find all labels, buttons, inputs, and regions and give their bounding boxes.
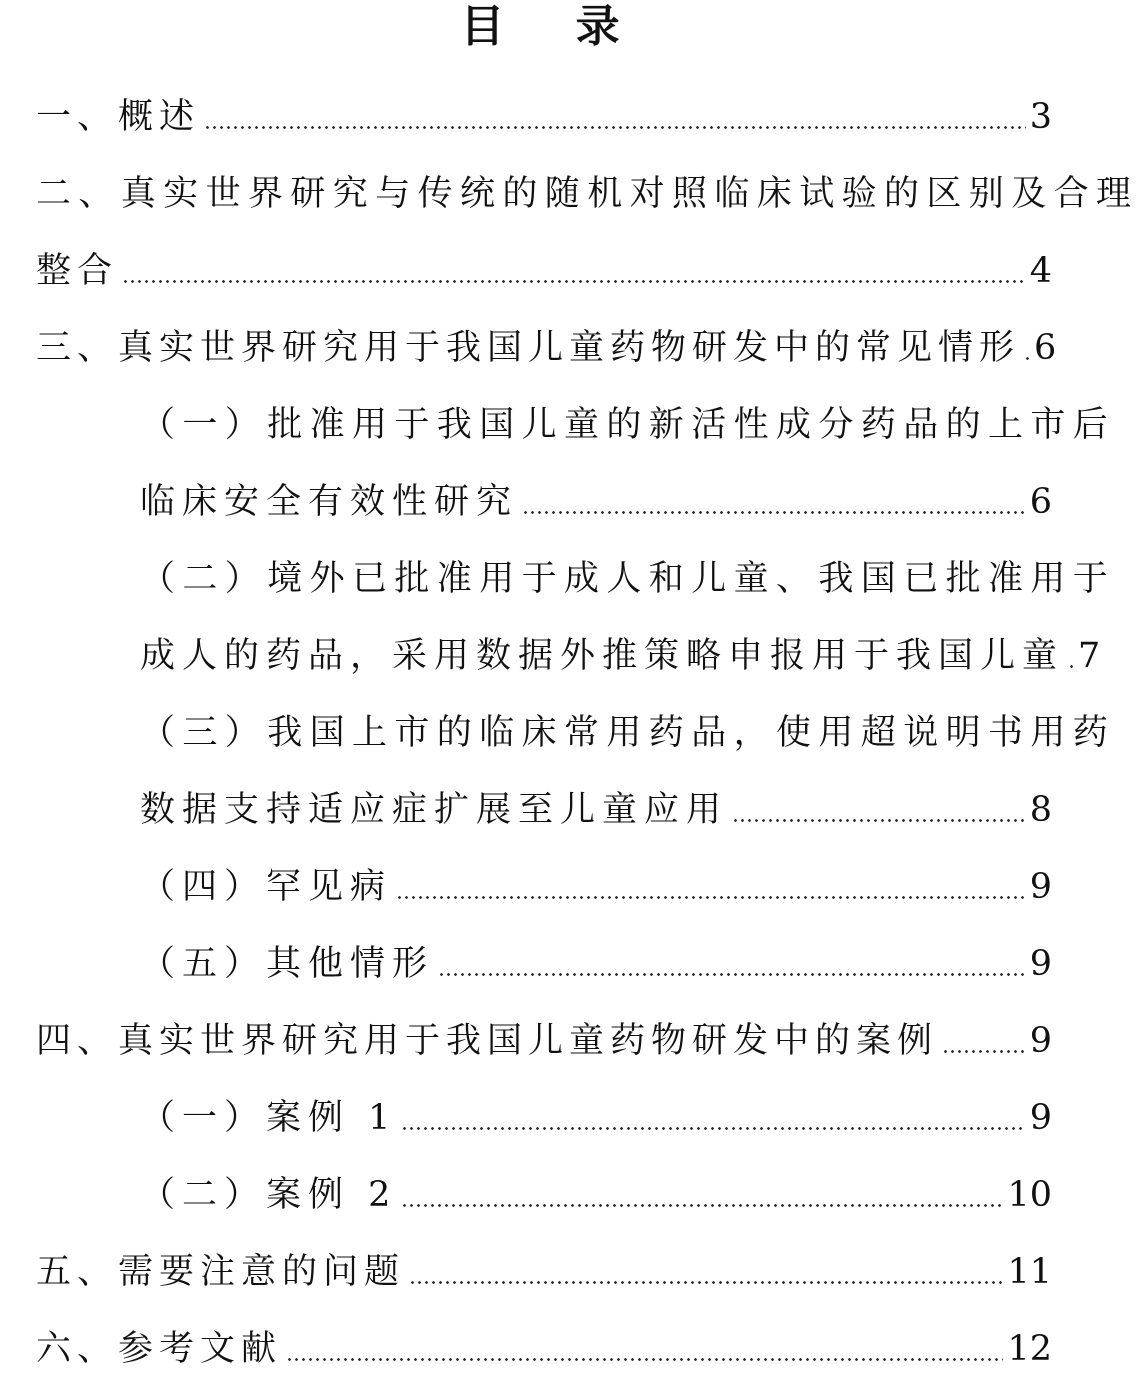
toc-leader-dots [204,126,1026,129]
toc-subentry-continuation[interactable] [0,607,1101,684]
toc-subentry[interactable] [0,1069,1080,1146]
toc-subentry[interactable] [0,684,1116,761]
toc-page-number: 10 [1007,1175,1052,1215]
toc-leader-dots [1024,357,1030,360]
toc-leader-dots [438,973,1026,976]
toc-page-number: 4 [1029,251,1052,291]
toc-page-number: 9 [1029,944,1052,984]
toc-leader-dots [942,1050,1026,1053]
toc-page-number: 12 [1007,1329,1052,1369]
toc-entry-text: 数据支持适应症扩展至儿童应用 [140,790,729,830]
toc-page-number: 7 [1078,636,1101,676]
toc-page-number: 6 [1029,482,1052,522]
toc-subentry-continuation[interactable] [0,453,1080,530]
toc-entry-text: 五、需要注意的问题 [36,1252,406,1292]
toc-entry[interactable] [0,145,1138,222]
toc-entry-text: 临床安全有效性研究 [140,482,519,522]
toc-entry[interactable] [0,68,1080,145]
toc-subentry[interactable] [0,915,1080,992]
toc-leader-dots [401,1127,1025,1130]
toc-entry-text: （一）批准用于我国儿童的新活性成分药品的上市后 [140,405,1116,445]
toc-entry-text: 四、真实世界研究用于我国儿童药物研发中的案例 [36,1021,939,1061]
toc-entry-text: 成人的药品，采用数据外推策略申报用于我国儿童 [140,636,1065,676]
toc-leader-dots [122,280,1026,283]
page-title: 目 录 [460,1,648,52]
toc-page-number: 11 [1007,1252,1052,1292]
toc-entry[interactable] [0,1223,1080,1300]
toc-leader-dots [401,1204,1003,1207]
toc-subentry[interactable] [0,1146,1080,1223]
toc-entry-text: （五）其他情形 [140,944,435,984]
toc-entry-text: 二、真实世界研究与传统的随机对照临床试验的区别及合理 [36,174,1138,214]
toc-entry[interactable] [0,299,1080,376]
toc-entry-text: 六、参考文献 [36,1329,283,1369]
toc-leader-dots [409,1281,1003,1284]
toc-page-number: 8 [1029,790,1052,830]
toc-entry-text: 三、真实世界研究用于我国儿童药物研发中的常见情形 [36,328,1021,368]
toc-page-number: 9 [1029,867,1052,907]
toc-entry-text: 一、概述 [36,97,201,137]
toc-entry-continuation[interactable] [0,222,1080,299]
toc-subentry[interactable] [0,838,1080,915]
toc-subentry-continuation[interactable] [0,761,1080,838]
toc-leader-dots [522,511,1026,514]
toc-subentry[interactable] [0,530,1116,607]
toc-entry[interactable] [0,1300,1080,1377]
toc-entry-text: 整合 [36,251,119,291]
toc-entry-text: （四）罕见病 [140,867,393,907]
toc-leader-dots [396,896,1026,899]
toc-entry-text: （二）案例 2 [140,1175,398,1215]
toc-entry-text: （三）我国上市的临床常用药品，使用超说明书用药 [140,713,1116,753]
toc-page-number: 9 [1029,1098,1052,1138]
toc-entry[interactable] [0,992,1080,1069]
toc-page-number: 3 [1029,97,1052,137]
toc-page-number: 9 [1029,1021,1052,1061]
toc-entry-text: （一）案例 1 [140,1098,398,1138]
toc-page-number: 6 [1034,328,1057,368]
toc-subentry[interactable] [0,376,1116,453]
toc-leader-dots [286,1358,1003,1361]
toc-list [0,68,1138,1377]
toc-leader-dots [732,819,1026,822]
toc-leader-dots [1068,665,1074,668]
toc-entry-text: （二）境外已批准用于成人和儿童、我国已批准用于 [140,559,1116,599]
